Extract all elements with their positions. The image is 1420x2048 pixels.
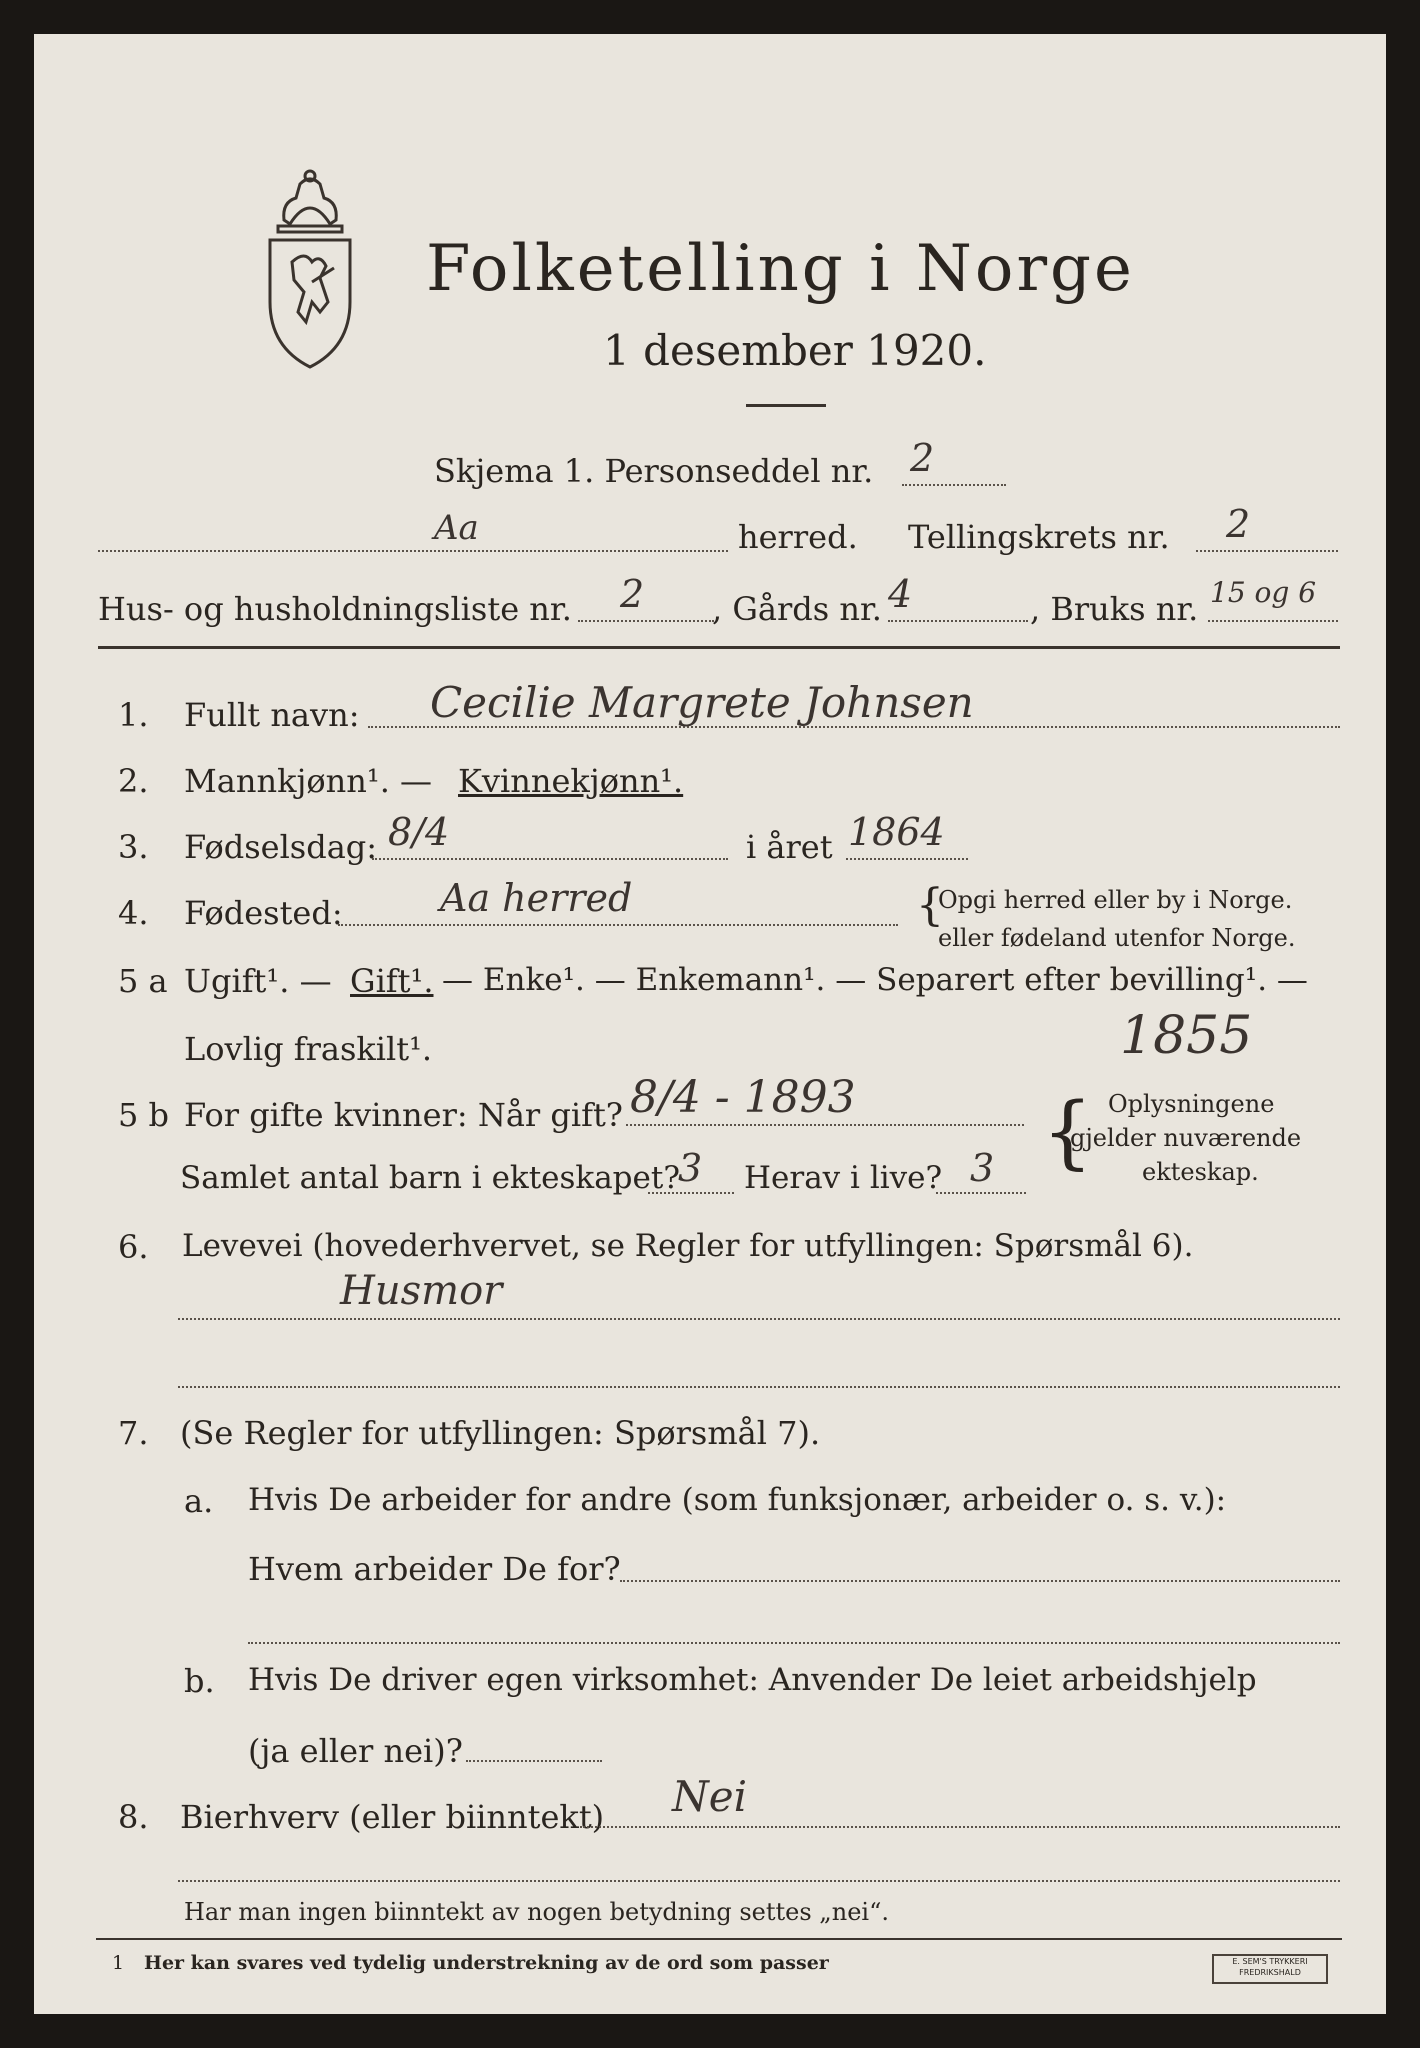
occupation-field[interactable]	[178, 1318, 1340, 1320]
birthday-field[interactable]	[372, 858, 728, 860]
q1-number: 1.	[118, 696, 149, 734]
q5b-note-2: gjelder nuværende	[1070, 1124, 1302, 1152]
occupation-value: Husmor	[340, 1268, 503, 1314]
q4-label: Fødested:	[184, 894, 343, 932]
tellingskrets-label: Tellingskrets nr.	[908, 518, 1170, 556]
q3-year-label: i året	[746, 828, 833, 866]
footnote-number: 1	[112, 1952, 125, 1974]
children-value: 3	[678, 1146, 703, 1190]
married-option[interactable]: Gift¹.	[350, 962, 434, 1000]
herred-label: herred.	[738, 518, 858, 556]
q5b-number: 5 b	[118, 1096, 170, 1134]
unmarried-option[interactable]: Ugift¹. —	[184, 962, 332, 1000]
q5b-note-3: ekteskap.	[1142, 1158, 1259, 1186]
side-income-value: Nei	[672, 1772, 748, 1821]
footnote-text: Her kan svares ved tydelig understrekning av de ord som passer	[144, 1952, 829, 1974]
occupation-field-2[interactable]	[178, 1386, 1340, 1388]
skjema-field[interactable]	[902, 484, 1006, 486]
gards-value: 4	[888, 572, 913, 616]
margin-note: 1855	[1120, 1006, 1253, 1066]
q7-number: 7.	[118, 1414, 149, 1452]
herred-field[interactable]	[98, 550, 728, 552]
hired-help-field[interactable]	[466, 1760, 602, 1762]
divorced-option[interactable]: Lovlig fraskilt¹.	[184, 1030, 433, 1068]
children-field[interactable]	[648, 1192, 734, 1194]
coat-of-arms-icon	[250, 162, 370, 372]
alive-value: 3	[970, 1146, 995, 1190]
q3-label: Fødselsdag:	[184, 828, 378, 866]
hus-value: 2	[620, 572, 645, 616]
q5b-note-1: Oplysningene	[1108, 1090, 1275, 1118]
title-divider	[746, 404, 826, 407]
q7b-text-1: Hvis De driver egen virksomhet: Anvender De leiet arbeidshjelp	[248, 1662, 1257, 1698]
q7a-text-2: Hvem arbeider De for?	[248, 1550, 621, 1588]
bruks-field[interactable]	[1208, 620, 1338, 622]
q7b-letter: b.	[184, 1662, 215, 1700]
q6-label: Levevei (hovederhvervet, se Regler for utfyllingen: Spørsmål 6).	[182, 1228, 1194, 1264]
q4-number: 4.	[118, 894, 149, 932]
footer-rule	[96, 1938, 1342, 1940]
q5b-alive-label: Herav i live?	[744, 1160, 943, 1196]
tellingskrets-field[interactable]	[1196, 550, 1338, 552]
q7-label: (Se Regler for utfyllingen: Spørsmål 7).	[180, 1414, 821, 1452]
footer-note: Har man ingen biinntekt av nogen betydning settes „nei“.	[184, 1898, 889, 1926]
side-income-field-2[interactable]	[178, 1880, 1340, 1882]
q5b-label: For gifte kvinner: Når gift?	[184, 1096, 623, 1134]
side-income-field[interactable]	[580, 1826, 1340, 1828]
birthday-value: 8/4	[388, 810, 450, 854]
q7a-letter: a.	[184, 1482, 214, 1520]
q5b-brace: {	[1042, 1085, 1093, 1178]
herred-value: Aa	[434, 508, 479, 548]
q7a-text-1: Hvis De arbeider for andre (som funksjonær, arbeider o. s. v.):	[248, 1482, 1227, 1518]
gards-label: , Gårds nr.	[712, 590, 882, 628]
page-title: Folketelling i Norge	[426, 232, 1135, 306]
q4-brace: {	[916, 880, 944, 931]
birthplace-field[interactable]	[338, 924, 898, 926]
employer-field-2[interactable]	[248, 1642, 1340, 1644]
skjema-value: 2	[910, 436, 935, 480]
printer-stamp: E. SEM'S TRYKKERI FREDRIKSHALD	[1212, 1954, 1328, 1984]
q8-label: Bierhverv (eller biinntekt)	[180, 1798, 605, 1836]
bruks-label: , Bruks nr.	[1030, 590, 1199, 628]
q2-number: 2.	[118, 762, 149, 800]
q5b-children-label: Samlet antal barn i ekteskapet?	[180, 1160, 680, 1196]
marriage-date-value: 8/4 - 1893	[630, 1072, 856, 1123]
hus-field[interactable]	[578, 620, 714, 622]
male-option[interactable]: Mannkjønn¹. —	[184, 762, 433, 800]
q4-note-2: eller fødeland utenfor Norge.	[938, 924, 1296, 952]
census-date: 1 desember 1920.	[603, 326, 987, 375]
gards-field[interactable]	[888, 620, 1028, 622]
q8-number: 8.	[118, 1798, 149, 1836]
birth-year-field[interactable]	[846, 858, 968, 860]
hus-label: Hus- og husholdningsliste nr.	[98, 590, 572, 628]
tellingskrets-value: 2	[1226, 502, 1251, 546]
birth-year-value: 1864	[848, 810, 945, 854]
q7b-text-2: (ja eller nei)?	[248, 1732, 463, 1770]
marriage-date-field[interactable]	[626, 1124, 1024, 1126]
q5a-number: 5 a	[118, 962, 168, 1000]
employer-field[interactable]	[620, 1580, 1340, 1582]
q5a-other-options[interactable]: — Enke¹. — Enkemann¹. — Separert efter bevilling¹. —	[442, 962, 1308, 998]
full-name-value: Cecilie Margrete Johnsen	[430, 678, 974, 727]
header-rule	[98, 646, 1340, 649]
q4-note-1: Opgi herred eller by i Norge.	[938, 886, 1293, 914]
bruks-value: 15 og 6	[1210, 576, 1317, 609]
q1-label: Fullt navn:	[184, 696, 360, 734]
skjema-label: Skjema 1. Personseddel nr.	[434, 452, 874, 490]
alive-field[interactable]	[936, 1192, 1026, 1194]
birthplace-value: Aa herred	[440, 876, 633, 920]
q3-number: 3.	[118, 828, 149, 866]
q6-number: 6.	[118, 1228, 149, 1266]
female-option[interactable]: Kvinnekjønn¹.	[458, 762, 684, 800]
